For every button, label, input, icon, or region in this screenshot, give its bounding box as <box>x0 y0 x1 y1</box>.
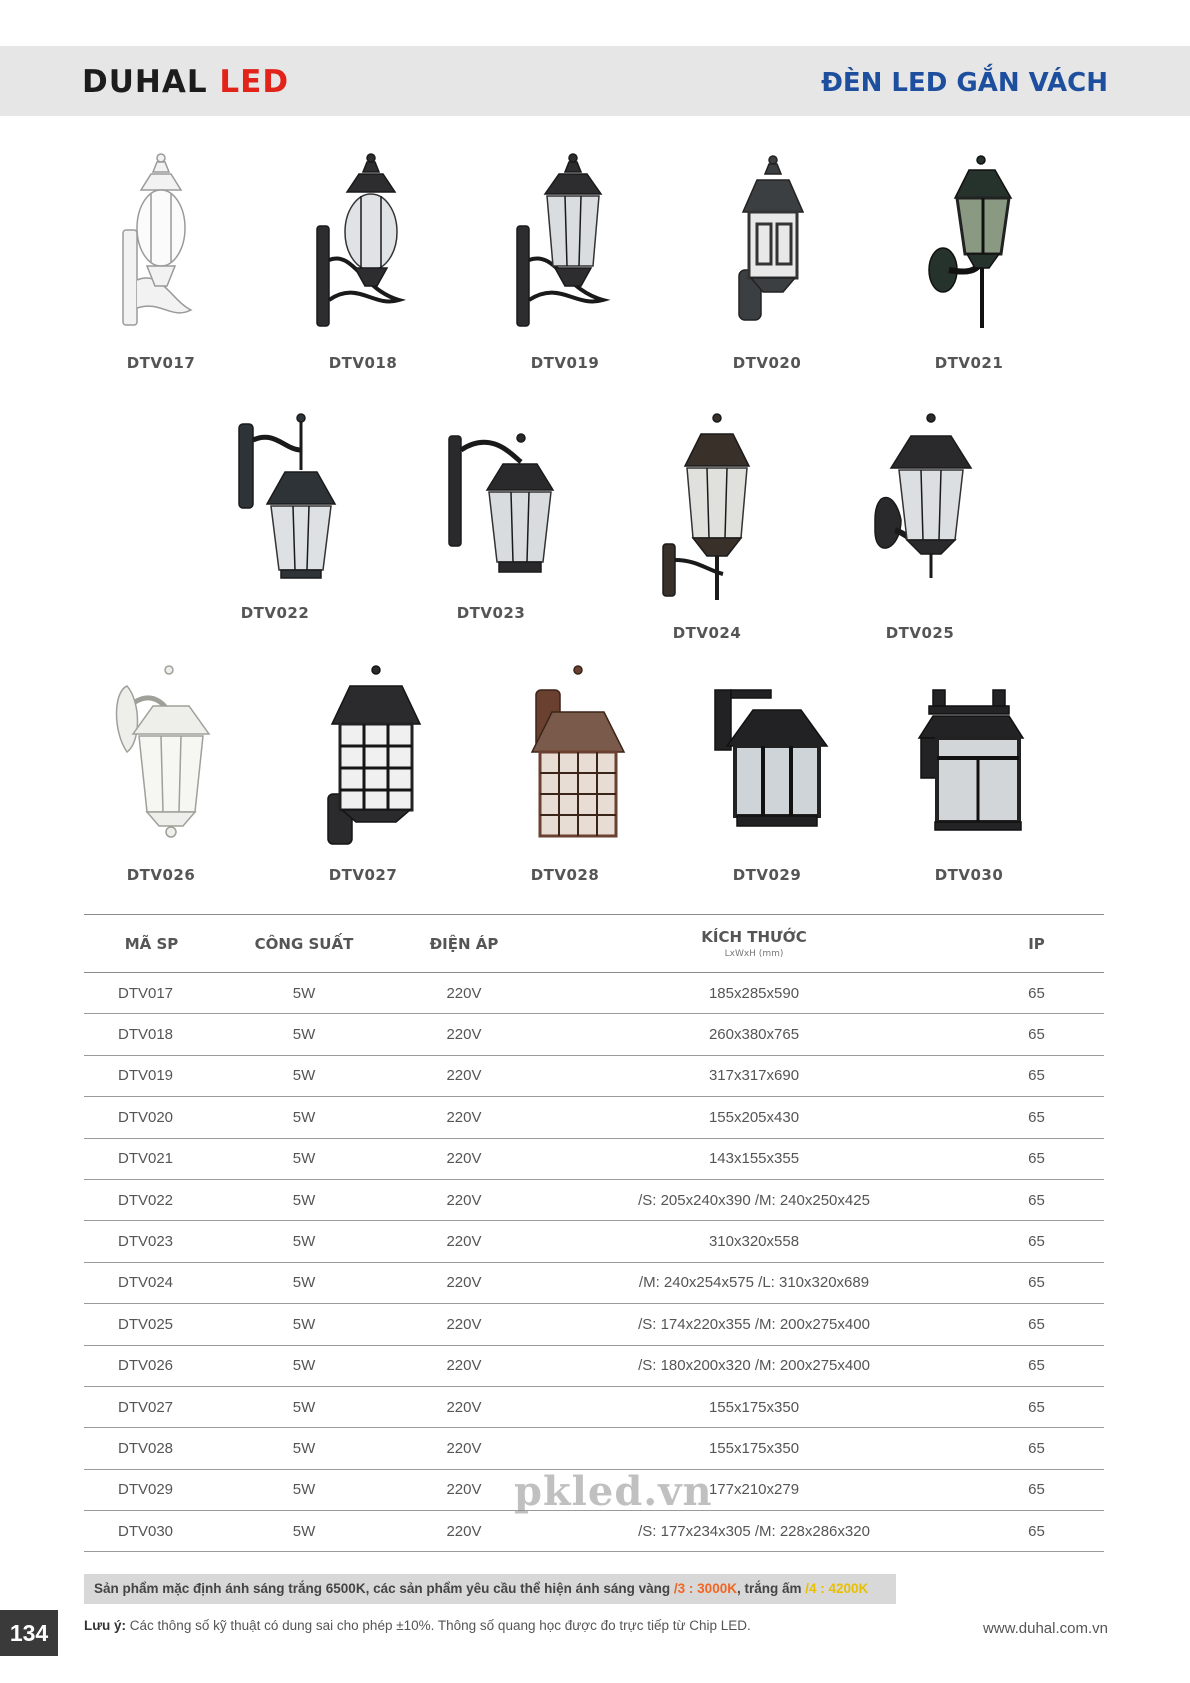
header-ip: IP <box>969 915 1104 973</box>
brand-logo <box>82 64 289 100</box>
cell-ip: 65 <box>969 1511 1104 1552</box>
cell-power: 5W <box>219 1511 389 1552</box>
cell-voltage: 220V <box>389 1428 539 1469</box>
cell-code: DTV028 <box>84 1428 219 1469</box>
cell-power: 5W <box>219 1138 389 1179</box>
lantern-icon <box>505 150 625 340</box>
cell-voltage: 220V <box>389 1345 539 1386</box>
lantern-icon <box>101 150 221 340</box>
cell-size: 310x320x558 <box>539 1221 969 1262</box>
cell-voltage: 220V <box>389 1469 539 1510</box>
lantern-icon <box>707 150 827 340</box>
cell-power: 5W <box>219 1428 389 1469</box>
page-number: 134 <box>0 1610 58 1656</box>
product-code: DTV025 <box>885 624 955 642</box>
cell-size: 143x155x355 <box>539 1138 969 1179</box>
cell-voltage: 220V <box>389 1304 539 1345</box>
cell-voltage: 220V <box>389 1386 539 1427</box>
cell-power: 5W <box>219 1386 389 1427</box>
lantern-icon <box>899 662 1039 852</box>
table-row <box>84 1179 1104 1220</box>
product-card <box>617 410 797 642</box>
cell-voltage: 220V <box>389 1014 539 1055</box>
cell-size: 185x285x590 <box>539 973 969 1014</box>
table-header-row <box>84 915 1104 973</box>
product-card <box>71 150 251 372</box>
cell-power: 5W <box>219 1014 389 1055</box>
cell-size: /M: 240x254x575 /L: 310x320x689 <box>539 1262 969 1303</box>
table-row <box>84 1055 1104 1096</box>
page-title: ĐÈN LED GẮN VÁCH <box>821 68 1108 98</box>
cell-code: DTV029 <box>84 1469 219 1510</box>
cell-code: DTV020 <box>84 1097 219 1138</box>
product-code: DTV021 <box>934 354 1004 372</box>
lantern-icon <box>91 662 231 852</box>
product-card <box>273 150 453 372</box>
cell-size: 317x317x690 <box>539 1055 969 1096</box>
cell-power: 5W <box>219 1304 389 1345</box>
table-row <box>84 1262 1104 1303</box>
lantern-icon <box>697 662 837 852</box>
cell-size: /S: 205x240x390 /M: 240x250x425 <box>539 1179 969 1220</box>
cell-code: DTV017 <box>84 973 219 1014</box>
product-code: DTV024 <box>672 624 742 642</box>
cell-size: 155x175x350 <box>539 1428 969 1469</box>
cell-power: 5W <box>219 973 389 1014</box>
product-card <box>830 410 1010 642</box>
table-row <box>84 973 1104 1014</box>
cell-ip: 65 <box>969 1221 1104 1262</box>
table-row <box>84 1097 1104 1138</box>
lantern-icon <box>909 150 1029 340</box>
cell-ip: 65 <box>969 1179 1104 1220</box>
cell-ip: 65 <box>969 1055 1104 1096</box>
note-neutral-code: /4 : 4200K <box>805 1581 869 1596</box>
cell-code: DTV025 <box>84 1304 219 1345</box>
lantern-icon <box>500 662 630 852</box>
product-card <box>677 662 857 884</box>
cell-voltage: 220V <box>389 1097 539 1138</box>
cell-ip: 65 <box>969 1345 1104 1386</box>
header-size <box>539 915 969 973</box>
cell-code: DTV022 <box>84 1179 219 1220</box>
table-row <box>84 1428 1104 1469</box>
header-size-label: KÍCH THƯỚC <box>701 928 807 946</box>
header-power: CÔNG SUẤT <box>219 915 389 973</box>
product-card <box>879 662 1059 884</box>
product-card <box>273 662 453 884</box>
header-size-unit: LxWxH (mm) <box>724 949 784 959</box>
cell-ip: 65 <box>969 973 1104 1014</box>
cell-code: DTV030 <box>84 1511 219 1552</box>
cell-power: 5W <box>219 1221 389 1262</box>
lantern-icon <box>298 662 428 852</box>
product-code: DTV019 <box>530 354 600 372</box>
cell-size: /S: 174x220x355 /M: 200x275x400 <box>539 1304 969 1345</box>
cell-code: DTV024 <box>84 1262 219 1303</box>
product-code: DTV017 <box>126 354 196 372</box>
note-text: Sản phẩm mặc định ánh sáng trắng 6500K, các sản phẩm yêu cầu thể hiện ánh sáng vàng <box>94 1581 674 1596</box>
cell-ip: 65 <box>969 1138 1104 1179</box>
cell-voltage: 220V <box>389 1262 539 1303</box>
brand-accent-text: LED <box>219 64 290 100</box>
cell-code: DTV019 <box>84 1055 219 1096</box>
spec-table <box>84 914 1104 1552</box>
page-header <box>0 46 1190 116</box>
lantern-icon <box>855 410 985 610</box>
cell-voltage: 220V <box>389 1511 539 1552</box>
header-code: MÃ SP <box>84 915 219 973</box>
cell-code: DTV027 <box>84 1386 219 1427</box>
product-code: DTV029 <box>732 866 802 884</box>
color-temperature-note <box>84 1574 896 1604</box>
cell-ip: 65 <box>969 1304 1104 1345</box>
cell-size: 155x175x350 <box>539 1386 969 1427</box>
cell-power: 5W <box>219 1345 389 1386</box>
product-card <box>71 662 251 884</box>
watermark: pkled.vn <box>514 1468 713 1515</box>
table-row <box>84 1511 1104 1552</box>
cell-code: DTV018 <box>84 1014 219 1055</box>
cell-ip: 65 <box>969 1469 1104 1510</box>
header-voltage: ĐIỆN ÁP <box>389 915 539 973</box>
cell-ip: 65 <box>969 1386 1104 1427</box>
cell-size: 155x205x430 <box>539 1097 969 1138</box>
product-card <box>185 410 365 622</box>
cell-power: 5W <box>219 1469 389 1510</box>
product-code: DTV027 <box>328 866 398 884</box>
note-warm-code: /3 : 3000K <box>673 1581 737 1596</box>
brand-main-text: DUHAL <box>82 64 208 100</box>
table-body <box>84 973 1104 1552</box>
note-text-middle: , trắng ấm <box>736 1581 806 1596</box>
lantern-icon <box>647 410 767 610</box>
product-code: DTV023 <box>456 604 526 622</box>
product-code: DTV028 <box>530 866 600 884</box>
product-code: DTV030 <box>934 866 1004 884</box>
cell-size: 177x210x279 <box>539 1469 969 1510</box>
product-card <box>879 150 1059 372</box>
table-row <box>84 1386 1104 1427</box>
product-card <box>475 662 655 884</box>
lantern-icon <box>205 410 345 590</box>
footnote-label: Lưu ý: <box>84 1618 127 1633</box>
website-link[interactable]: www.duhal.com.vn <box>982 1620 1108 1637</box>
footnote <box>84 1618 751 1633</box>
table-row <box>84 1345 1104 1386</box>
cell-power: 5W <box>219 1262 389 1303</box>
lantern-icon <box>303 150 423 340</box>
cell-voltage: 220V <box>389 1055 539 1096</box>
cell-power: 5W <box>219 1097 389 1138</box>
lantern-icon <box>421 410 561 590</box>
cell-size: 260x380x765 <box>539 1014 969 1055</box>
cell-power: 5W <box>219 1055 389 1096</box>
cell-ip: 65 <box>969 1262 1104 1303</box>
cell-ip: 65 <box>969 1014 1104 1055</box>
product-card <box>401 410 581 622</box>
cell-voltage: 220V <box>389 1221 539 1262</box>
footnote-text: Các thông số kỹ thuật có dung sai cho phép ±10%. Thông số quang học được đo trực tiếp từ Chip LED. <box>126 1618 751 1633</box>
table-row <box>84 1304 1104 1345</box>
cell-code: DTV026 <box>84 1345 219 1386</box>
cell-voltage: 220V <box>389 1179 539 1220</box>
cell-voltage: 220V <box>389 1138 539 1179</box>
cell-ip: 65 <box>969 1097 1104 1138</box>
cell-voltage: 220V <box>389 973 539 1014</box>
cell-size: /S: 180x200x320 /M: 200x275x400 <box>539 1345 969 1386</box>
product-card <box>677 150 857 372</box>
product-card <box>475 150 655 372</box>
cell-code: DTV023 <box>84 1221 219 1262</box>
table-row <box>84 1014 1104 1055</box>
cell-ip: 65 <box>969 1428 1104 1469</box>
product-code: DTV022 <box>240 604 310 622</box>
cell-size: /S: 177x234x305 /M: 228x286x320 <box>539 1511 969 1552</box>
product-code: DTV018 <box>328 354 398 372</box>
cell-power: 5W <box>219 1179 389 1220</box>
table-row <box>84 1138 1104 1179</box>
product-code: DTV020 <box>732 354 802 372</box>
cell-code: DTV021 <box>84 1138 219 1179</box>
product-code: DTV026 <box>126 866 196 884</box>
table-row <box>84 1221 1104 1262</box>
